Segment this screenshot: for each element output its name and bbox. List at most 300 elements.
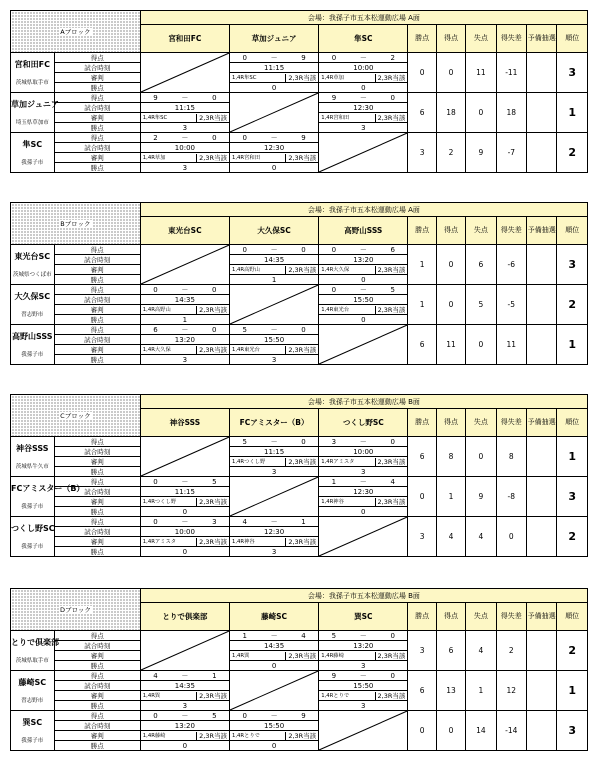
referee-assignment	[141, 732, 229, 740]
self-match-cell	[319, 133, 408, 173]
match-cell	[140, 507, 229, 517]
score-separator: －	[270, 711, 278, 720]
match-cell	[140, 305, 229, 315]
row-label: 審判	[54, 497, 140, 507]
stat-value: 9	[466, 477, 496, 517]
match-cell	[319, 265, 408, 275]
match-cell	[140, 721, 229, 731]
match-score	[230, 632, 318, 640]
row-label: 勝点	[54, 661, 140, 671]
match-cell	[230, 143, 319, 153]
referee-assignment	[319, 114, 407, 122]
referee-rounds: 2,3R当該	[285, 346, 318, 354]
tiebreak-value	[526, 711, 556, 751]
referee-rounds: 2,3R当該	[375, 266, 408, 274]
score-separator: －	[181, 671, 189, 680]
referee-rounds: 2,3R当該	[196, 498, 229, 506]
row-label: 勝点	[54, 355, 140, 365]
row-label: 審判	[54, 73, 140, 83]
row-label: 試合時刻	[54, 143, 140, 153]
match-time: 13:20	[353, 641, 374, 650]
tiebreak-value	[527, 325, 557, 365]
score-for: 1	[242, 631, 247, 640]
referee-assignment	[230, 652, 318, 660]
referee-team: 1,4R神谷	[321, 498, 344, 505]
referee-team: 1,4R宮和田	[321, 114, 350, 121]
score-against: 1	[301, 517, 306, 526]
score-separator: －	[181, 325, 189, 334]
stat-value: 11	[436, 325, 465, 365]
match-cell	[140, 103, 229, 113]
stat-value: 18	[436, 93, 465, 133]
match-points: 3	[271, 467, 277, 476]
match-cell	[229, 641, 318, 651]
stat-value: 6	[436, 631, 465, 671]
stat-value: 1	[408, 245, 436, 285]
opponent-header: FCアミスター（B）	[229, 409, 318, 437]
match-cell	[140, 143, 229, 153]
opponent-header: 宮和田FC	[140, 25, 229, 53]
stat-value: 9	[466, 133, 496, 173]
block-name: Bブロック	[60, 220, 91, 228]
self-match-cell	[229, 285, 318, 325]
team-location: 習志野市	[21, 698, 44, 704]
match-cell	[140, 113, 229, 123]
row-label: 得点	[54, 711, 140, 721]
row-label: 試合時刻	[54, 641, 140, 651]
match-cell	[229, 537, 318, 547]
team-name: 隼SC	[22, 140, 43, 149]
team-location: 茨城県取手市	[15, 80, 49, 86]
row-label: 得点	[54, 53, 140, 63]
match-cell	[319, 641, 408, 651]
match-cell	[229, 447, 318, 457]
match-time: 15:50	[353, 681, 374, 690]
match-cell	[229, 255, 318, 265]
team-location: 習志野市	[21, 312, 44, 318]
referee-team: 1,4R草加	[321, 74, 344, 81]
team-cell	[11, 93, 59, 133]
match-points: 0	[271, 83, 277, 92]
team-location: 我孫子市	[21, 738, 44, 744]
score-separator: －	[359, 245, 367, 254]
stat-value: 0	[436, 245, 465, 285]
match-cell	[229, 731, 318, 741]
score-for: 0	[153, 711, 158, 720]
match-cell	[229, 517, 318, 527]
stat-value: -6	[496, 245, 526, 285]
row-label: 勝点	[54, 467, 140, 477]
match-points: 3	[182, 163, 188, 172]
match-points: 3	[361, 467, 366, 476]
match-score	[230, 246, 318, 254]
team-location: 我孫子市	[21, 160, 44, 166]
match-points: 0	[361, 83, 366, 92]
score-against: 9	[301, 711, 306, 720]
block-name: Dブロック	[59, 606, 91, 614]
match-cell	[319, 477, 408, 487]
score-for: 5	[331, 631, 337, 640]
score-separator: －	[181, 133, 189, 142]
score-separator: －	[359, 93, 367, 102]
row-label: 審判	[54, 731, 140, 741]
self-match-cell	[319, 517, 408, 557]
match-points: 3	[271, 355, 277, 364]
referee-rounds: 2,3R当該	[285, 652, 318, 660]
match-time: 14:35	[174, 295, 195, 304]
rank-header: 順位	[557, 25, 588, 53]
rank-header: 順位	[557, 409, 588, 437]
referee-rounds: 2,3R当該	[196, 692, 229, 700]
stat-value: 5	[466, 285, 496, 325]
match-points: 0	[182, 741, 188, 750]
row-label: 試合時刻	[54, 681, 140, 691]
match-time: 14:35	[264, 255, 285, 264]
stat-value: 3	[408, 631, 436, 671]
score-separator: －	[270, 517, 278, 526]
venue-label: 会場：我孫子市五本松運動広場 A面	[140, 203, 587, 217]
match-score	[319, 672, 407, 680]
match-cell	[140, 681, 229, 691]
match-points: 0	[182, 547, 188, 556]
referee-rounds: 2,3R当該	[196, 154, 229, 162]
score-separator: －	[270, 325, 278, 334]
referee-rounds: 2,3R当該	[285, 538, 318, 546]
tiebreak-value	[527, 285, 557, 325]
match-points: 0	[361, 275, 366, 284]
team-name: FCアミスター（B）	[11, 484, 85, 493]
referee-rounds: 2,3R当該	[196, 538, 229, 546]
stat-value: -7	[496, 133, 526, 173]
score-separator: －	[181, 477, 189, 486]
referee-assignment	[141, 114, 229, 122]
diagonal-slash	[319, 711, 407, 750]
score-against: 9	[301, 133, 306, 142]
match-cell	[319, 467, 408, 477]
match-time: 10:00	[353, 63, 374, 72]
referee-team: 1,4R巽	[142, 692, 161, 699]
match-score	[141, 94, 229, 102]
row-label: 得点	[54, 325, 140, 335]
opponent-header: 神谷SSS	[140, 409, 229, 437]
rank-value: 1	[557, 325, 588, 365]
row-label: 試合時刻	[54, 295, 140, 305]
match-cell	[230, 83, 319, 93]
diagonal-slash	[230, 477, 318, 516]
referee-assignment	[319, 266, 407, 274]
match-cell	[229, 335, 318, 345]
match-cell	[140, 527, 229, 537]
row-label: 得点	[54, 133, 140, 143]
match-cell	[319, 437, 408, 447]
score-against: 9	[301, 53, 306, 62]
team-name: つくし野SC	[11, 524, 55, 533]
row-label: 審判	[54, 651, 140, 661]
referee-rounds: 2,3R当該	[285, 74, 318, 82]
team-cell	[11, 245, 55, 285]
diagonal-slash	[319, 325, 407, 364]
stat-value: 2	[436, 133, 465, 173]
team-cell	[11, 517, 55, 557]
tiebreak-value	[527, 133, 557, 173]
row-label: 勝点	[54, 741, 140, 751]
match-points: 0	[271, 661, 277, 670]
referee-rounds: 2,3R当該	[285, 458, 318, 466]
block-name: Aブロック	[60, 28, 91, 36]
match-score	[230, 518, 318, 526]
stat-value: 0	[466, 437, 496, 477]
match-score	[319, 478, 407, 486]
score-separator: －	[270, 631, 278, 640]
rank-value: 1	[557, 93, 588, 133]
match-score	[141, 518, 229, 526]
match-points: 3	[182, 701, 188, 710]
stat-value: 0	[408, 53, 436, 93]
match-cell	[230, 63, 319, 73]
rank-value: 3	[557, 477, 588, 517]
stat-value: 1	[436, 477, 465, 517]
match-cell	[140, 711, 229, 721]
stat-value: 2	[496, 631, 526, 671]
block-table	[10, 588, 588, 751]
stat-value: 0	[466, 325, 496, 365]
match-time: 11:15	[263, 447, 285, 456]
referee-team: 1,4R東光台	[231, 346, 260, 353]
diagonal-slash	[141, 245, 229, 284]
score-for: 0	[331, 285, 337, 294]
match-cell	[229, 721, 318, 731]
match-cell	[229, 711, 318, 721]
row-label: 勝点	[54, 315, 140, 325]
match-cell	[230, 53, 319, 63]
row-label: 勝点	[54, 701, 140, 711]
score-for: 3	[331, 437, 337, 446]
score-for: 1	[331, 477, 337, 486]
stat-value: 3	[408, 133, 436, 173]
row-label: 得点	[54, 93, 140, 103]
row-label: 試合時刻	[54, 487, 140, 497]
rank-value: 2	[557, 517, 588, 557]
diagonal-slash	[230, 285, 318, 324]
row-label: 試合時刻	[54, 255, 140, 265]
referee-team: 1,4Rアミスタ	[142, 538, 177, 545]
stat-value: 3	[408, 517, 436, 557]
self-match-cell	[319, 325, 408, 365]
team-location: 茨城県取手市	[15, 658, 49, 664]
stat-value: 1	[466, 671, 496, 711]
referee-assignment	[319, 458, 407, 466]
row-label: 勝点	[54, 507, 140, 517]
team-cell	[11, 477, 85, 517]
self-match-cell	[229, 477, 318, 517]
stat-value: 0	[466, 93, 496, 133]
self-match-cell	[229, 671, 318, 711]
match-cell	[229, 275, 318, 285]
row-label: 審判	[54, 153, 140, 163]
rank-value: 2	[557, 285, 588, 325]
referee-team: 1,4R藤崎	[142, 732, 166, 739]
match-score	[230, 326, 318, 334]
row-label: 得点	[54, 671, 140, 681]
stat-value: 12	[496, 671, 526, 711]
match-cell	[230, 163, 319, 173]
referee-rounds: 2,3R当該	[196, 114, 229, 122]
opponent-header: 東光台SC	[140, 217, 229, 245]
match-cell	[319, 245, 408, 255]
match-score	[141, 286, 229, 294]
match-time: 12:30	[353, 103, 374, 112]
score-against: 0	[212, 285, 217, 294]
match-time: 11:15	[264, 63, 285, 72]
rank-header: 順位	[557, 217, 588, 245]
match-score	[230, 712, 318, 720]
match-time: 14:35	[174, 681, 195, 690]
score-against: 2	[390, 53, 395, 62]
score-against: 0	[301, 325, 306, 334]
diagonal-slash	[319, 133, 407, 172]
match-cell	[319, 295, 408, 305]
match-cell	[319, 83, 408, 93]
referee-assignment	[141, 498, 229, 506]
referee-assignment	[141, 692, 229, 700]
rank-value: 2	[557, 631, 588, 671]
match-time: 11:15	[174, 487, 195, 496]
row-label: 審判	[54, 691, 140, 701]
venue-label: 会場：我孫子市五本松運動広場 B面	[140, 589, 587, 603]
score-separator: －	[359, 53, 367, 62]
match-cell	[230, 73, 319, 83]
match-cell	[140, 335, 229, 345]
match-score	[141, 712, 229, 720]
tiebreak-value	[527, 93, 557, 133]
score-against: 4	[390, 477, 395, 486]
match-cell	[140, 285, 229, 295]
match-cell	[140, 547, 229, 557]
block-name-cell	[11, 11, 141, 53]
match-cell	[319, 651, 408, 661]
match-cell	[140, 487, 229, 497]
stat-header: 勝点	[408, 25, 436, 53]
match-points: 3	[271, 547, 277, 556]
row-label: 得点	[54, 517, 140, 527]
referee-team: 1,4R大久保	[321, 266, 350, 273]
score-separator: －	[359, 477, 367, 486]
match-cell	[319, 305, 408, 315]
referee-team: 1,4R隼SC	[232, 74, 257, 81]
referee-assignment	[141, 346, 229, 354]
match-cell	[319, 103, 408, 113]
match-points: 3	[182, 355, 188, 364]
match-cell	[140, 133, 229, 143]
match-time: 13:20	[174, 335, 195, 344]
team-location: 茨城県つくば市	[13, 272, 52, 278]
referee-team: 1,4R巽	[231, 652, 250, 659]
self-match-cell	[140, 53, 229, 93]
block-name-cell	[11, 395, 141, 437]
referee-team: 1,4R隼SC	[142, 114, 168, 121]
score-for: 0	[331, 53, 337, 62]
opponent-header: 巽SC	[319, 603, 408, 631]
match-cell	[229, 651, 318, 661]
stat-header: 得失差	[496, 25, 526, 53]
match-score	[319, 94, 407, 102]
row-label: 試合時刻	[54, 721, 140, 731]
match-cell	[140, 355, 229, 365]
opponent-header: 隼SC	[319, 25, 408, 53]
score-against: 5	[212, 477, 217, 486]
block-table	[10, 10, 588, 173]
score-for: 0	[242, 133, 247, 142]
referee-team: 1,4Rつくし野	[142, 498, 177, 505]
referee-rounds: 2,3R当該	[375, 458, 408, 466]
match-cell	[140, 295, 229, 305]
match-cell	[140, 153, 229, 163]
stat-value: 14	[466, 711, 496, 751]
stat-value: 1	[408, 285, 436, 325]
match-time: 10:00	[174, 143, 195, 152]
block-table	[10, 394, 588, 557]
stat-header: 得点	[436, 603, 465, 631]
match-cell	[229, 631, 318, 641]
referee-rounds: 2,3R当該	[375, 74, 408, 82]
score-separator: －	[181, 517, 189, 526]
match-cell	[319, 691, 408, 701]
match-cell	[319, 497, 408, 507]
opponent-header: 高野山SSS	[319, 217, 408, 245]
match-cell	[319, 93, 408, 103]
self-match-cell	[140, 245, 229, 285]
match-cell	[230, 133, 319, 143]
match-cell	[319, 701, 408, 711]
team-name: 神谷SSS	[16, 444, 49, 453]
stat-value: 11	[496, 325, 526, 365]
match-points: 3	[361, 123, 366, 132]
team-name: 巽SC	[22, 718, 43, 727]
referee-assignment	[230, 538, 318, 546]
score-against: 0	[212, 93, 217, 102]
match-cell	[140, 537, 229, 547]
team-location: 茨城県牛久市	[15, 464, 49, 470]
match-cell	[319, 275, 408, 285]
row-label: 得点	[54, 285, 140, 295]
row-label: 勝点	[54, 123, 140, 133]
stat-value: 6	[408, 437, 436, 477]
match-cell	[230, 153, 319, 163]
stat-header: 失点	[466, 603, 496, 631]
match-cell	[319, 447, 408, 457]
score-against: 1	[212, 671, 217, 680]
referee-rounds: 2,3R当該	[375, 114, 408, 122]
match-points: 3	[361, 701, 366, 710]
match-time: 12:30	[264, 143, 285, 152]
score-separator: －	[181, 93, 189, 102]
score-separator: －	[359, 631, 367, 640]
match-cell	[229, 661, 318, 671]
match-cell	[140, 325, 229, 335]
match-score	[141, 134, 229, 142]
match-time: 10:00	[353, 447, 374, 456]
diagonal-slash	[319, 517, 407, 556]
stat-header: 失点	[466, 409, 496, 437]
match-cell	[319, 285, 408, 295]
score-separator: －	[359, 285, 367, 294]
match-cell	[229, 345, 318, 355]
match-cell	[140, 691, 229, 701]
self-match-cell	[319, 711, 408, 751]
referee-assignment	[319, 692, 407, 700]
score-separator: －	[270, 133, 278, 142]
team-cell	[11, 285, 55, 325]
